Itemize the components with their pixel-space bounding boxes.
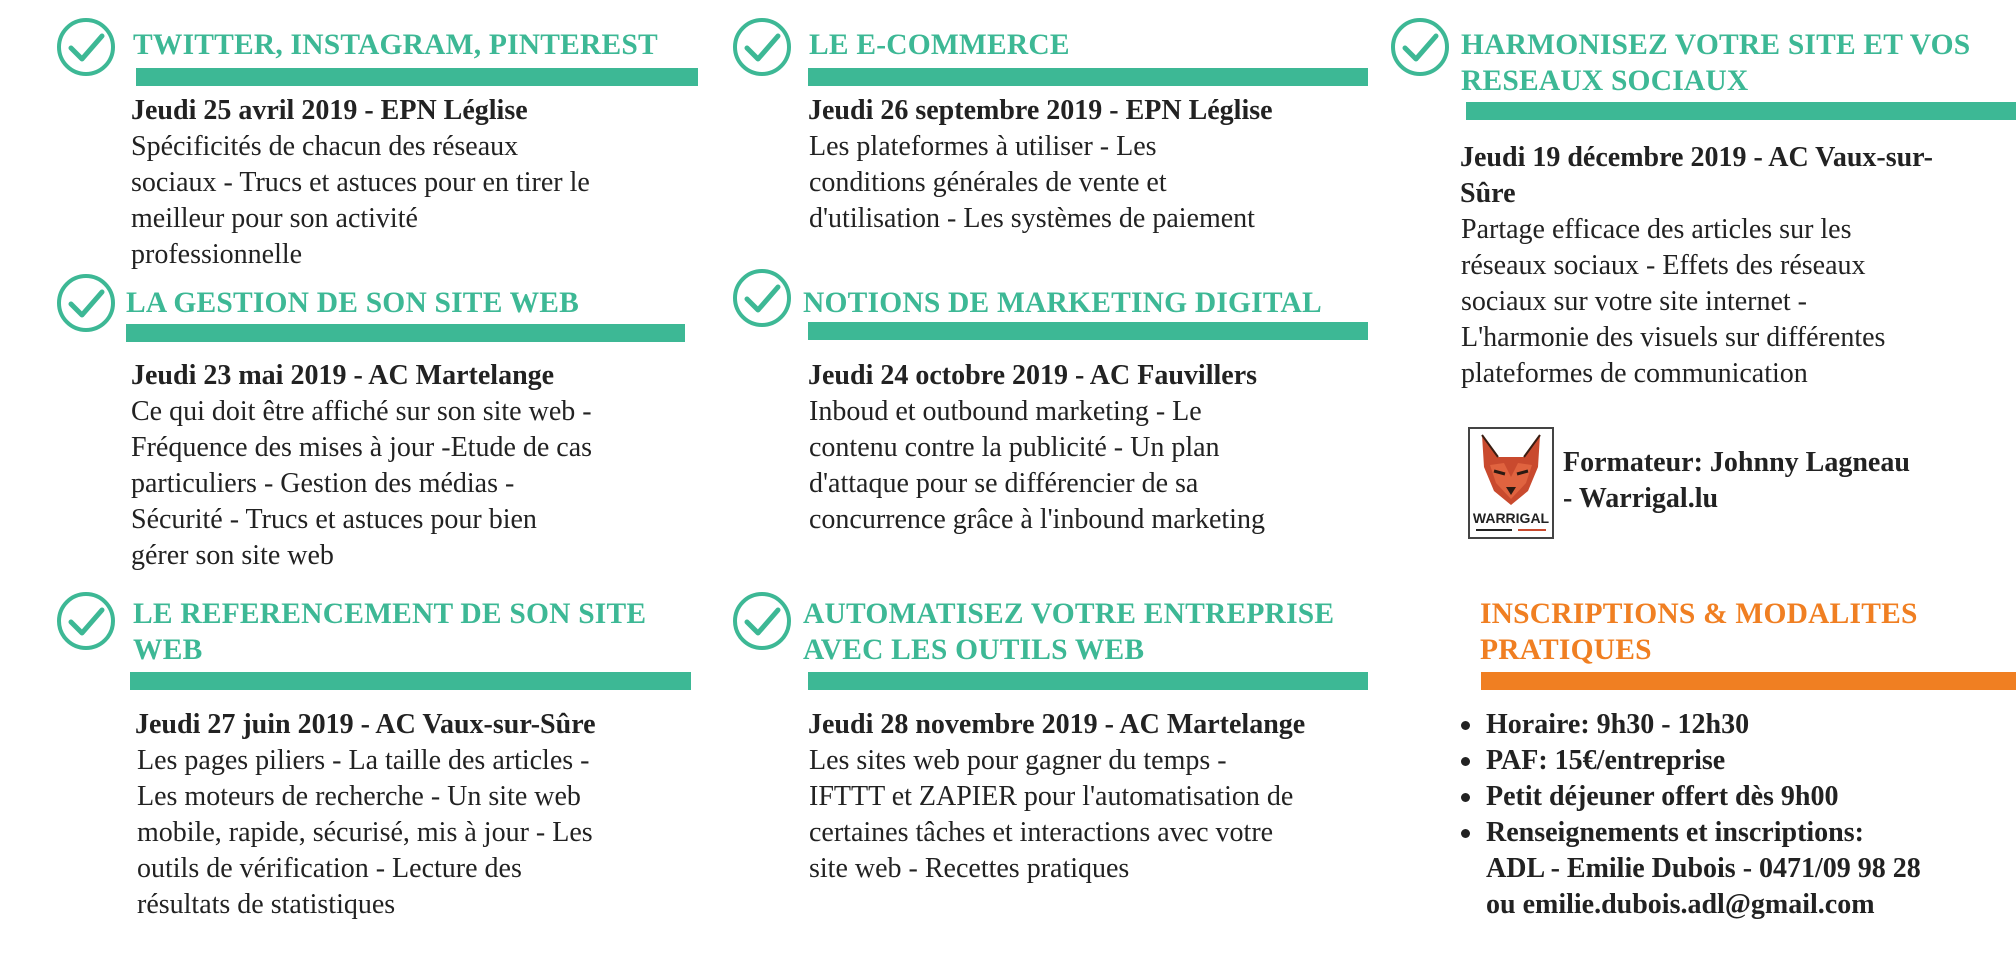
title-underline [808, 322, 1368, 340]
session-date: Jeudi 23 mai 2019 - AC Martelange [131, 360, 555, 391]
checkmark-circle-icon [56, 591, 116, 651]
list-item: Petit déjeuner offert dès 9h00 [1458, 779, 1921, 815]
list-item: Renseignements et inscriptions: ADL - Emilie Dubois - 0471/09 98 28 ou emilie.dubois.adl@gmail.com [1458, 815, 1921, 923]
title-underline [130, 672, 691, 690]
checkmark-circle-icon [56, 17, 116, 77]
session-description: Ce qui doit être affiché sur son site web - Fréquence des mises à jour -Etude de cas particuliers - Gestion des médias - Sécurité - Trucs et astuces pour bien gérer son site web [131, 396, 593, 571]
logo-text: WARRIGAL [1472, 510, 1550, 526]
session-date: Jeudi 25 avril 2019 - EPN Léglise [131, 95, 528, 126]
modalites-list [1458, 707, 1921, 923]
modalites-title: INSCRIPTIONS & MODALITES PRATIQUES [1480, 598, 1918, 666]
session-title: LE E-COMMERCE [809, 29, 1070, 61]
title-underline [808, 672, 1368, 690]
session-title: AUTOMATISEZ VOTRE ENTREPRISE AVEC LES OUTILS WEB [803, 598, 1335, 666]
session-description: Partage efficace des articles sur les réseaux sociaux - Effets des réseaux sociaux sur votre site internet - L'harmonie des visuels sur différentes plateformes de communication [1461, 214, 1886, 389]
list-item: Horaire: 9h30 - 12h30 [1458, 707, 1921, 743]
checkmark-circle-icon [732, 268, 792, 328]
session-date: Jeudi 24 octobre 2019 - AC Fauvillers [808, 360, 1258, 391]
session-date: Jeudi 26 septembre 2019 - EPN Léglise [808, 95, 1273, 126]
session-description: Les plateformes à utiliser - Les conditions générales de vente et d'utilisation - Les systèmes de paiement [809, 131, 1255, 234]
checkmark-circle-icon [1390, 17, 1450, 77]
session-description: Spécificités de chacun des réseaux sociaux - Trucs et astuces pour en tirer le meilleur pour son activité professionnelle [131, 131, 590, 270]
trainer-name: Formateur: Johnny Lagneau - Warrigal.lu [1563, 447, 1910, 514]
checkmark-circle-icon [56, 273, 116, 333]
session-description: Inboud et outbound marketing - Le contenu contre la publicité - Un plan d'attaque pour se différencier de sa concurrence grâce à l'inbound marketing [809, 396, 1265, 535]
session-title: TWITTER, INSTAGRAM, PINTEREST [133, 29, 658, 61]
session-title: LA GESTION DE SON SITE WEB [126, 287, 580, 319]
title-underline [136, 68, 698, 86]
title-underline [126, 324, 685, 342]
session-date: Jeudi 19 décembre 2019 - AC Vaux-sur- Sûre [1460, 142, 1933, 209]
session-title: LE REFERENCEMENT DE SON SITE WEB [133, 598, 647, 666]
title-underline [808, 68, 1368, 86]
session-description: Les pages piliers - La taille des articles - Les moteurs de recherche - Un site web mobile, rapide, sécurisé, mis à jour - Les outils de vérification - Lecture des résultats de statistiques [137, 745, 593, 920]
checkmark-circle-icon [732, 17, 792, 77]
session-title: NOTIONS DE MARKETING DIGITAL [803, 287, 1322, 319]
title-underline [1481, 672, 2016, 690]
session-date: Jeudi 28 novembre 2019 - AC Martelange [808, 709, 1306, 740]
list-item: PAF: 15€/entreprise [1458, 743, 1921, 779]
session-date: Jeudi 27 juin 2019 - AC Vaux-sur-Sûre [135, 709, 596, 740]
title-underline [1466, 102, 2016, 120]
session-title: HARMONISEZ VOTRE SITE ET VOS RESEAUX SOCIAUX [1461, 29, 1971, 97]
fox-logo-icon [1468, 427, 1554, 539]
session-description: Les sites web pour gagner du temps - IFTTT et ZAPIER pour l'automatisation de certaines tâches et interactions avec votre site web - Recettes pratiques [809, 745, 1294, 884]
checkmark-circle-icon [732, 591, 792, 651]
